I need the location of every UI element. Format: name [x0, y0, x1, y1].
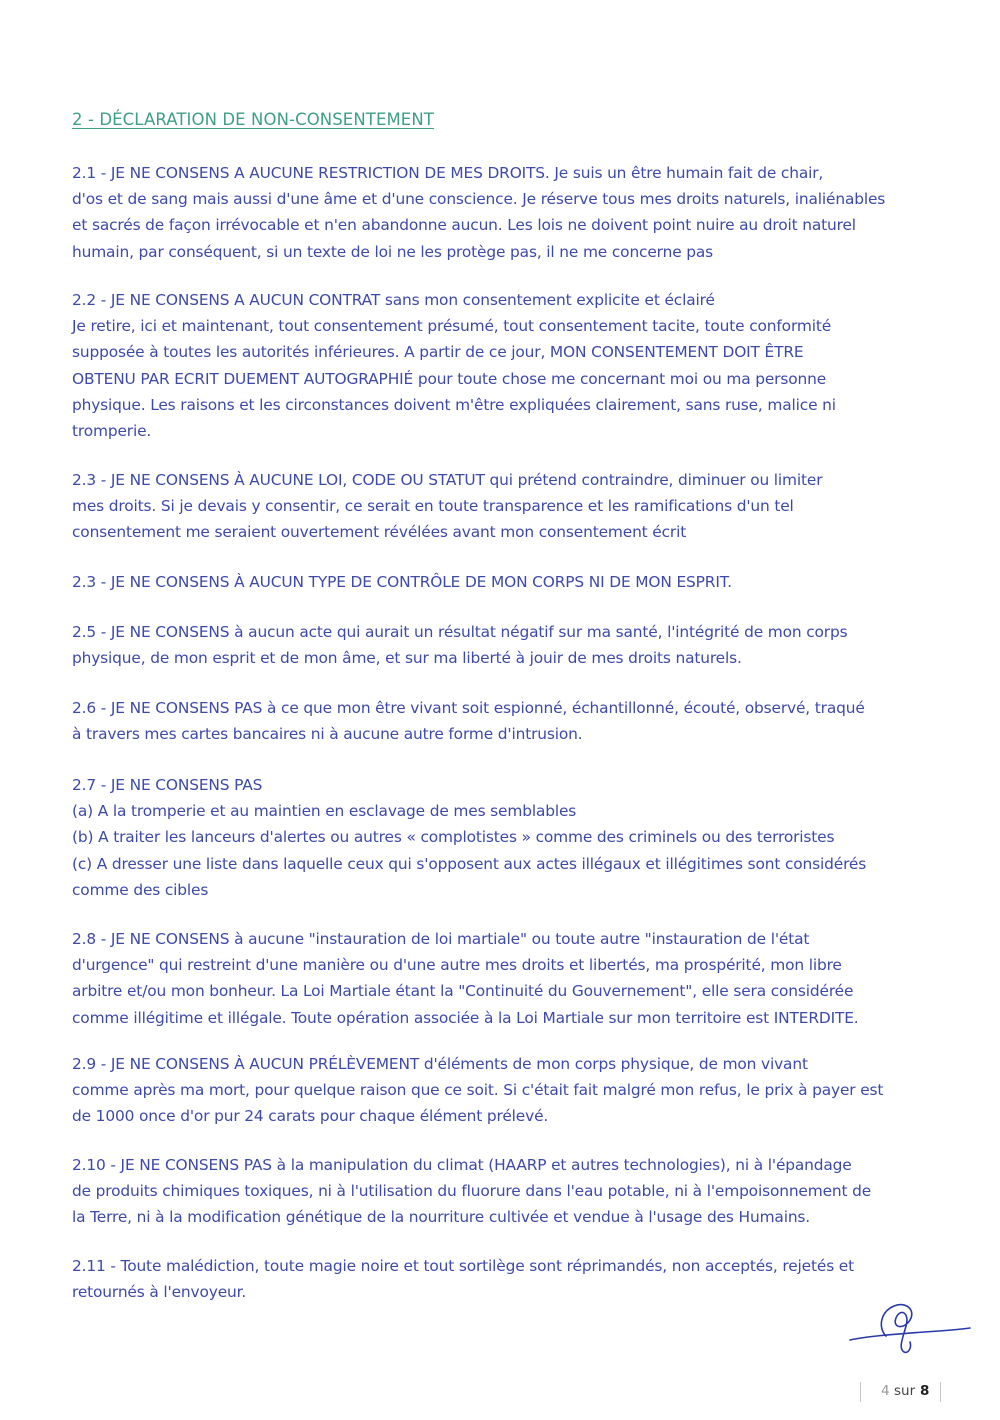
paragraph-line: 2.1 - JE NE CONSENS A AUCUNE RESTRICTION DE MES DROITS. Je suis un être humain fait de chair,: [72, 164, 824, 182]
paragraph-line: comme illégitime et illégale. Toute opération associée à la Loi Martiale sur mon territoire est INTERDITE.: [72, 1008, 859, 1027]
paragraph-line: 2.9 - JE NE CONSENS À AUCUN PRÉLÈVEMENT d'éléments de mon corps physique, de mon vivant: [72, 1055, 808, 1073]
paragraph-line: la Terre, ni à la modification génétique de la nourriture cultivée et vendue à l'usage des Humains.: [72, 1208, 811, 1227]
paragraph-line: (a) A la tromperie et au maintien en esclavage de mes semblables: [72, 802, 577, 821]
page-number-box: [860, 1382, 941, 1402]
paragraph-line: 2.5 - JE NE CONSENS à aucun acte qui aurait un résultat négatif sur ma santé, l'intégrité de mon corps: [72, 623, 848, 641]
paragraph-line: de produits chimiques toxiques, ni à l'utilisation du fluorure dans l'eau potable, ni à l'empoisonnement de: [72, 1182, 872, 1201]
paragraph-line: physique, de mon esprit et de mon âme, et sur ma liberté à jouir de mes droits naturels.: [72, 649, 742, 668]
paragraph-line: tromperie.: [72, 422, 152, 441]
paragraph-line: à travers mes cartes bancaires ni à aucune autre forme d'intrusion.: [72, 725, 583, 744]
paragraph-line: et sacrés de façon irrévocable et n'en abandonne aucun. Les lois ne doivent point nuire au droit naturel: [72, 216, 856, 235]
paragraph-2-7: [72, 772, 938, 903]
paragraph-2-2: [72, 287, 938, 444]
page-total: 8: [920, 1383, 930, 1399]
paragraph-line: OBTENU PAR ECRIT DUEMENT AUTOGRAPHIÉ pour toute chose me concernant moi ou ma personne: [72, 369, 827, 388]
paragraph-2-10: [72, 1152, 938, 1231]
paragraph-line: (c) A dresser une liste dans laquelle ceux qui s'opposent aux actes illégaux et illégitimes sont considérés: [72, 854, 867, 873]
paragraph-line: Je retire, ici et maintenant, tout consentement présumé, tout consentement tacite, toute conformité: [72, 317, 832, 336]
paragraph-line: comme des cibles: [72, 880, 209, 899]
section-title: 2 - DÉCLARATION DE NON-CONSENTEMENT: [72, 110, 434, 129]
paragraph-line: (b) A traiter les lanceurs d'alertes ou autres « complotistes » comme des criminels ou des terroristes: [72, 828, 835, 847]
paragraph-line: 2.7 - JE NE CONSENS PAS: [72, 776, 263, 794]
paragraph-line: 2.3 - JE NE CONSENS À AUCUNE LOI, CODE OU STATUT qui prétend contraindre, diminuer ou limiter: [72, 471, 823, 489]
paragraph-line: retournés à l'envoyeur.: [72, 1283, 247, 1302]
paragraph-line: arbitre et/ou mon bonheur. La Loi Martiale étant la "Continuité du Gouvernement", elle sera considérée: [72, 982, 854, 1001]
paragraph-2-1: [72, 160, 938, 265]
paragraph-2-3a: [72, 467, 938, 546]
paragraph-line: 2.3 - JE NE CONSENS À AUCUN TYPE DE CONTRÔLE DE MON CORPS NI DE MON ESPRIT.: [72, 573, 732, 591]
paragraph-line: comme après ma mort, pour quelque raison que ce soit. Si c'était fait malgré mon refus, le prix à payer est: [72, 1081, 884, 1100]
paragraph-line: de 1000 once d'or pur 24 carats pour chaque élément prélevé.: [72, 1107, 549, 1126]
paragraph-line: supposée à toutes les autorités inférieures. A partir de ce jour, MON CONSENTEMENT DOIT ÊTRE: [72, 343, 804, 362]
paragraph-line: 2.2 - JE NE CONSENS A AUCUN CONTRAT sans mon consentement explicite et éclairé: [72, 291, 715, 309]
paragraph-line: 2.8 - JE NE CONSENS à aucune "instauration de loi martiale" ou toute autre "instauration de l'état: [72, 930, 810, 948]
paragraph-2-3b: [72, 569, 938, 595]
paragraph-2-8: [72, 926, 938, 1031]
paragraph-line: humain, par conséquent, si un texte de loi ne les protège pas, il ne me concerne pas: [72, 242, 714, 261]
paragraph-2-5: [72, 619, 938, 671]
page-current: 4: [881, 1383, 890, 1399]
paragraph-line: 2.6 - JE NE CONSENS PAS à ce que mon être vivant soit espionné, échantillonné, écouté, observé, traqué: [72, 699, 865, 717]
signature-icon: [848, 1298, 972, 1360]
page-separator: sur: [894, 1383, 916, 1399]
paragraph-line: d'urgence" qui restreint d'une manière ou d'une autre mes droits et libertés, ma prospérité, mon libre: [72, 956, 842, 975]
paragraph-2-9: [72, 1051, 938, 1130]
paragraph-line: physique. Les raisons et les circonstances doivent m'être expliquées clairement, sans ruse, malice ni: [72, 395, 836, 414]
paragraph-line: mes droits. Si je devais y consentir, ce serait en toute transparence et les ramifications d'un tel: [72, 497, 794, 516]
paragraph-line: consentement me seraient ouvertement révélées avant mon consentement écrit: [72, 523, 687, 542]
paragraph-2-6: [72, 695, 938, 747]
paragraph-line: 2.10 - JE NE CONSENS PAS à la manipulation du climat (HAARP et autres technologies), ni à l'épandage: [72, 1156, 852, 1174]
paragraph-2-11: [72, 1253, 938, 1305]
paragraph-line: d'os et de sang mais aussi d'une âme et d'une conscience. Je réserve tous mes droits naturels, inaliénables: [72, 190, 886, 209]
paragraph-line: 2.11 - Toute malédiction, toute magie noire et tout sortilège sont réprimandés, non acceptés, rejetés et: [72, 1257, 855, 1275]
